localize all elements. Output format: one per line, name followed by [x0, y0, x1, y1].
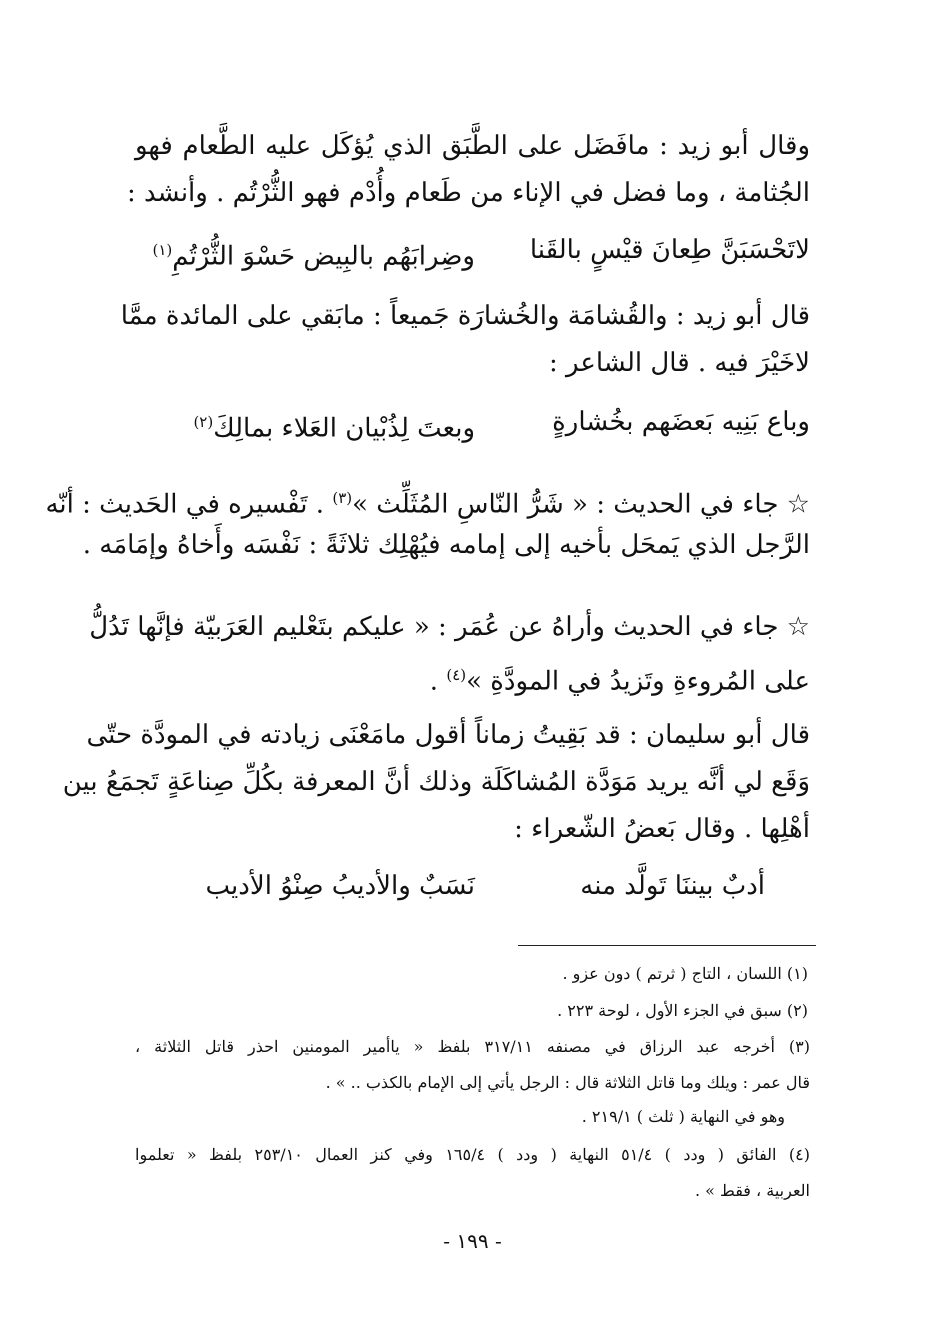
- paragraph-4-line-1: ☆ جاء في الحديث وأراهُ عن عُمَر : « عليكم بتَعْليم العَرَبيّة فإنَّها تَدُلُّ: [89, 612, 810, 642]
- paragraph-3-line-2: الرَّجل الذي يَمحَل بأخيه إلى إمامه فيُهْلِك ثلاثَةً : نَفْسَه وأَخاهُ وإمَامَه .: [82, 530, 810, 560]
- footnote-1: (١) اللسان ، التاج ( ثرتم ) دون عزو .: [562, 964, 808, 983]
- verse-2-first-hemistich: وباع بَنِيه بَعضَهم بخُشارةٍ: [552, 407, 810, 437]
- verse-2-second-hemistich: وبعتَ لِذُبْيان العَلاء بمالِكَ$^{(٢)}$: [193, 413, 475, 444]
- footnote-3-line-3: وهو في النهاية ( ثلث ) ٢١٩/١ .: [581, 1107, 785, 1126]
- paragraph-2-line-1: قال أبو زيد : والقُشامَة والخُشارَة جَميعاً : مابَقي على المائدة ممَّا: [120, 301, 810, 331]
- footnote-3-line-2: قال عمر : ويلك وما قاتل الثلاثة قال : الرجل يأتي إلى الإمام بالكذب .. » .: [325, 1073, 810, 1092]
- footnote-ref-4: (٤): [446, 666, 467, 684]
- paragraph-5-line-1: قال أبو سليمان : قد بَقِيتُ زماناً أقول مامَعْنَى زيادته في المودَّة حتّى: [86, 720, 810, 750]
- footnote-separator: [518, 945, 816, 946]
- footnote-4-line-1: (٤) الفائق ( ودد ) ٥١/٤ النهاية ( ودد ) ١٦٥/٤ وفي كنز العمال ٢٥٣/١٠ بلفظ « تعلموا: [135, 1145, 810, 1164]
- footnote-3-line-1: (٣) أخرجه عبد الرزاق في مصنفه ٣١٧/١١ بلفظ « ياأمير المومنين احذر قاتل الثلاثة ،: [135, 1037, 811, 1056]
- paragraph-1-line-1: وقال أبو زيد : مافَضَل على الطَّبَق الذي يُؤكَل عليه الطَّعام فهو: [135, 131, 810, 161]
- verse-3-first-hemistich: أدبٌ بيننَا تَولَّد منه: [580, 871, 765, 901]
- page-number: - ١٩٩ -: [443, 1229, 502, 1253]
- paragraph-1-line-2: الجُثامة ، وما فضل في الإناء من طَعام وأُدْم فهو الثُّرْتُم . وأنشد :: [126, 178, 810, 208]
- verse-1-second-hemistich: وضِرابَهُم بالبِيض حَسْوَ الثُّرْتُمِ$^{(١)}$: [152, 241, 475, 272]
- footnote-4-line-2: العربية ، فقط » .: [694, 1181, 810, 1200]
- footnote-2: (٢) سبق في الجزء الأول ، لوحة ٢٢٣ .: [557, 1001, 808, 1020]
- paragraph-5-line-3: أهْلِها . وقال بَعضُ الشّعراء :: [514, 814, 810, 844]
- footnote-ref-1: (١): [152, 241, 173, 259]
- verse-3-second-hemistich: نَسَبٌ والأديبُ صِنْوُ الأديب: [205, 871, 475, 901]
- paragraph-2-line-2: لاخَيْرَ فيه . قال الشاعر :: [548, 348, 810, 378]
- paragraph-3-line-1: ☆ جاء في الحديث : « شَرُّ النّاسِ المُثَلِّث »$^{(٣)}$ . تَفْسيره في الحَديث : أنّه: [45, 489, 810, 520]
- paragraph-4-line-2: على المُروءةِ وتَزيدُ في المودَّةِ »$^{(٤)}$ .: [429, 666, 810, 697]
- verse-1-first-hemistich: لاتَحْسَبَنَّ طِعانَ قيْسٍ بالقَنا: [529, 235, 810, 265]
- footnote-ref-3: (٣): [332, 489, 353, 507]
- paragraph-5-line-2: وَقَع لي أنَّه يريد مَوَدَّة المُشاكَلَة وذلك أنَّ المعرفة بكُلِّ صِناعَةٍ تَجمَعُ بين: [62, 767, 810, 797]
- footnote-ref-2: (٢): [193, 413, 214, 431]
